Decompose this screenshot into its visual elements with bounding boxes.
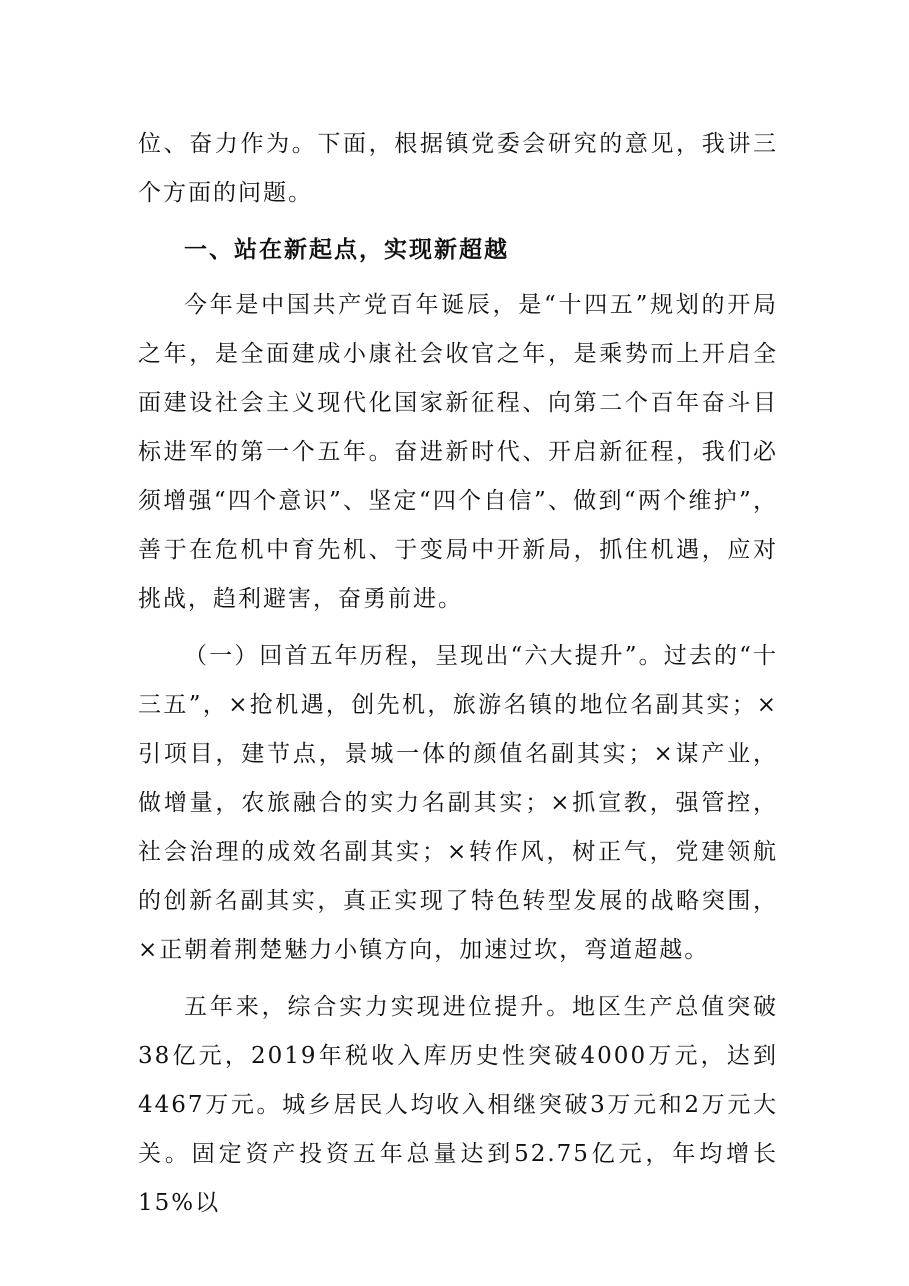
paragraph-intro: 今年是中国共产党百年诞辰，是“十四五”规划的开局之年，是全面建成小康社会收官之年，是乘势而上开启全面建设社会主义现代化国家新征程、向第二个百年奋斗目标进军的第一个五年。奋进新时代、开启新征程，我们必须增强“四个意识”、坚定“四个自信”、做到“两个维护”，善于在危机中育先机、于变局中开新局，抓住机遇，应对挑战，趋利避害，奋勇前进。 (138, 292, 778, 612)
section-heading: 一、站在新起点，实现新超越 (184, 237, 509, 263)
paragraph-economic-strength: 五年来，综合实力实现进位提升。地区生产总值突破38亿元，2019年税收入库历史性突破4000万元，达到4467万元。城乡居民人均收入相继突破3万元和2万元大关。固定资产投资五年总量达到52.75亿元，年均增长15%以 (138, 994, 778, 1216)
document-body (138, 120, 778, 1236)
paragraph-continuation: 位、奋力作为。下面，根据镇党委会研究的意见，我讲三个方面的问题。 (138, 131, 778, 206)
paragraph-six-improvements: （一）回首五年历程，呈现出“六大提升”。过去的“十三五”，×抢机遇，创先机，旅游名镇的地位名副其实；×引项目，建节点，景城一体的颜值名副其实；×谋产业，做增量，农旅融合的实力名副其实；×抓宣教，强管控，社会治理的成效名副其实；×转作风，树正气，党建领航的创新名副其实，真正实现了特色转型发展的战略突围，×正朝着荆楚魅力小镇方向，加速过坎，弯道超越。 (138, 643, 778, 963)
